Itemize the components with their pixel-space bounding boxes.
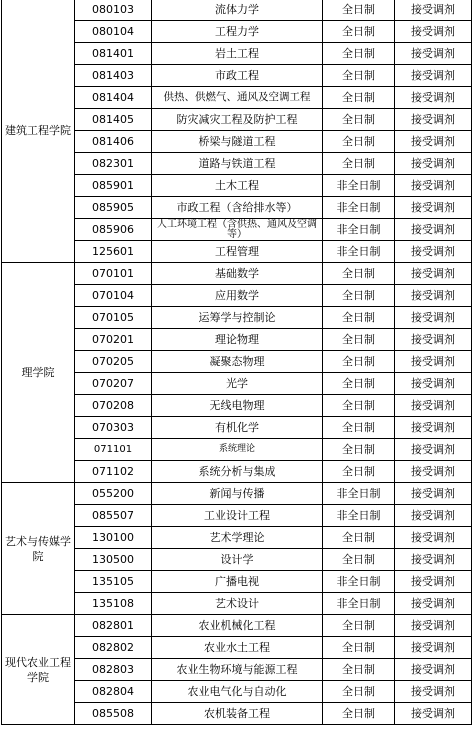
study-mode: 全日制 (323, 351, 395, 373)
adjustment-status: 接受调剂 (395, 351, 472, 373)
adjustment-status: 接受调剂 (395, 0, 472, 21)
major-code: 130500 (75, 549, 152, 571)
adjustment-status: 接受调剂 (395, 505, 472, 527)
major-name: 岩土工程 (152, 43, 323, 65)
major-name: 基础数学 (152, 263, 323, 285)
study-mode: 非全日制 (323, 219, 395, 241)
adjustment-status: 接受调剂 (395, 483, 472, 505)
major-code: 070207 (75, 373, 152, 395)
major-code: 070105 (75, 307, 152, 329)
major-code: 085507 (75, 505, 152, 527)
adjustment-status: 接受调剂 (395, 219, 472, 241)
major-code: 082802 (75, 637, 152, 659)
study-mode: 全日制 (323, 395, 395, 417)
adjustment-status: 接受调剂 (395, 285, 472, 307)
study-mode: 全日制 (323, 21, 395, 43)
adjustment-status: 接受调剂 (395, 681, 472, 703)
table-row (2, 483, 472, 505)
major-code: 070104 (75, 285, 152, 307)
adjustment-status: 接受调剂 (395, 703, 472, 725)
major-code: 055200 (75, 483, 152, 505)
adjustment-status: 接受调剂 (395, 263, 472, 285)
study-mode: 非全日制 (323, 175, 395, 197)
adjustment-status: 接受调剂 (395, 43, 472, 65)
major-code: 080104 (75, 21, 152, 43)
study-mode: 全日制 (323, 417, 395, 439)
major-code: 081406 (75, 131, 152, 153)
adjustment-status: 接受调剂 (395, 373, 472, 395)
major-name: 农业水土工程 (152, 637, 323, 659)
major-code: 081403 (75, 65, 152, 87)
major-name: 市政工程（含给排水等） (152, 197, 323, 219)
adjustment-status: 接受调剂 (395, 417, 472, 439)
major-code: 081401 (75, 43, 152, 65)
adjustment-status: 接受调剂 (395, 241, 472, 263)
major-name: 桥梁与隧道工程 (152, 131, 323, 153)
study-mode: 全日制 (323, 615, 395, 637)
major-name: 系统理论 (152, 439, 323, 461)
study-mode: 非全日制 (323, 571, 395, 593)
major-name: 工程力学 (152, 21, 323, 43)
study-mode: 非全日制 (323, 505, 395, 527)
major-code: 135105 (75, 571, 152, 593)
major-code: 085906 (75, 219, 152, 241)
adjustment-status: 接受调剂 (395, 593, 472, 615)
study-mode: 全日制 (323, 329, 395, 351)
study-mode: 全日制 (323, 0, 395, 21)
study-mode: 全日制 (323, 43, 395, 65)
adjustment-status: 接受调剂 (395, 153, 472, 175)
study-mode: 非全日制 (323, 593, 395, 615)
major-name: 无线电物理 (152, 395, 323, 417)
table-row (2, 263, 472, 285)
major-name: 新闻与传播 (152, 483, 323, 505)
study-mode: 非全日制 (323, 241, 395, 263)
major-code: 071101 (75, 439, 152, 461)
adjustment-status: 接受调剂 (395, 571, 472, 593)
major-name: 市政工程 (152, 65, 323, 87)
study-mode: 全日制 (323, 153, 395, 175)
major-code: 070303 (75, 417, 152, 439)
adjustment-status: 接受调剂 (395, 131, 472, 153)
adjustment-status: 接受调剂 (395, 109, 472, 131)
major-name: 应用数学 (152, 285, 323, 307)
major-name: 理论物理 (152, 329, 323, 351)
adjustment-status: 接受调剂 (395, 65, 472, 87)
major-code: 081404 (75, 87, 152, 109)
college-cell: 建筑工程学院 (2, 0, 75, 263)
major-code: 070201 (75, 329, 152, 351)
adjustment-status: 接受调剂 (395, 527, 472, 549)
adjustment-status: 接受调剂 (395, 87, 472, 109)
major-code: 082301 (75, 153, 152, 175)
adjustment-status: 接受调剂 (395, 395, 472, 417)
study-mode: 全日制 (323, 703, 395, 725)
study-mode: 全日制 (323, 637, 395, 659)
major-code: 082803 (75, 659, 152, 681)
study-mode: 全日制 (323, 681, 395, 703)
study-mode: 全日制 (323, 87, 395, 109)
study-mode: 全日制 (323, 131, 395, 153)
study-mode: 全日制 (323, 307, 395, 329)
study-mode: 非全日制 (323, 483, 395, 505)
major-name: 凝聚态物理 (152, 351, 323, 373)
major-code: 130100 (75, 527, 152, 549)
major-name: 流体力学 (152, 0, 323, 21)
major-code: 081405 (75, 109, 152, 131)
major-name: 工程管理 (152, 241, 323, 263)
major-name: 艺术学理论 (152, 527, 323, 549)
adjustment-status: 接受调剂 (395, 439, 472, 461)
major-code: 085508 (75, 703, 152, 725)
major-code: 070208 (75, 395, 152, 417)
table-row (2, 615, 472, 637)
major-name: 供热、供燃气、通风及空调工程 (152, 87, 323, 109)
study-mode: 非全日制 (323, 197, 395, 219)
major-name: 设计学 (152, 549, 323, 571)
major-name: 有机化学 (152, 417, 323, 439)
adjustment-status: 接受调剂 (395, 197, 472, 219)
college-cell: 理学院 (2, 263, 75, 483)
major-code: 085905 (75, 197, 152, 219)
major-name: 土木工程 (152, 175, 323, 197)
study-mode: 全日制 (323, 439, 395, 461)
adjustment-status: 接受调剂 (395, 637, 472, 659)
study-mode: 全日制 (323, 65, 395, 87)
major-name: 农业机械化工程 (152, 615, 323, 637)
major-name: 农机装备工程 (152, 703, 323, 725)
study-mode: 全日制 (323, 109, 395, 131)
study-mode: 全日制 (323, 461, 395, 483)
adjustment-status: 接受调剂 (395, 329, 472, 351)
adjustment-status: 接受调剂 (395, 615, 472, 637)
major-name: 道路与铁道工程 (152, 153, 323, 175)
study-mode: 全日制 (323, 263, 395, 285)
major-name: 工业设计工程 (152, 505, 323, 527)
adjustment-status: 接受调剂 (395, 549, 472, 571)
major-name: 防灾减灾工程及防护工程 (152, 109, 323, 131)
major-name: 艺术设计 (152, 593, 323, 615)
major-name: 系统分析与集成 (152, 461, 323, 483)
college-cell: 现代农业工程学院 (2, 615, 75, 725)
adjustment-status: 接受调剂 (395, 21, 472, 43)
major-name: 广播电视 (152, 571, 323, 593)
major-code: 071102 (75, 461, 152, 483)
major-code: 085901 (75, 175, 152, 197)
college-cell: 艺术与传媒学院 (2, 483, 75, 615)
major-code: 125601 (75, 241, 152, 263)
study-mode: 全日制 (323, 527, 395, 549)
adjustment-status: 接受调剂 (395, 307, 472, 329)
study-mode: 全日制 (323, 285, 395, 307)
adjustment-status: 接受调剂 (395, 175, 472, 197)
major-name: 农业生物环境与能源工程 (152, 659, 323, 681)
major-code: 135108 (75, 593, 152, 615)
major-code: 082801 (75, 615, 152, 637)
study-mode: 全日制 (323, 373, 395, 395)
adjustment-status: 接受调剂 (395, 461, 472, 483)
major-name: 运筹学与控制论 (152, 307, 323, 329)
study-mode: 全日制 (323, 549, 395, 571)
table-row (2, 0, 472, 21)
major-code: 070205 (75, 351, 152, 373)
major-code: 082804 (75, 681, 152, 703)
study-mode: 全日制 (323, 659, 395, 681)
major-code: 080103 (75, 0, 152, 21)
major-name: 光学 (152, 373, 323, 395)
major-code: 070101 (75, 263, 152, 285)
major-name: 人工环境工程（含供热、通风及空调等） (152, 219, 323, 241)
major-name: 农业电气化与自动化 (152, 681, 323, 703)
adjustment-status: 接受调剂 (395, 659, 472, 681)
